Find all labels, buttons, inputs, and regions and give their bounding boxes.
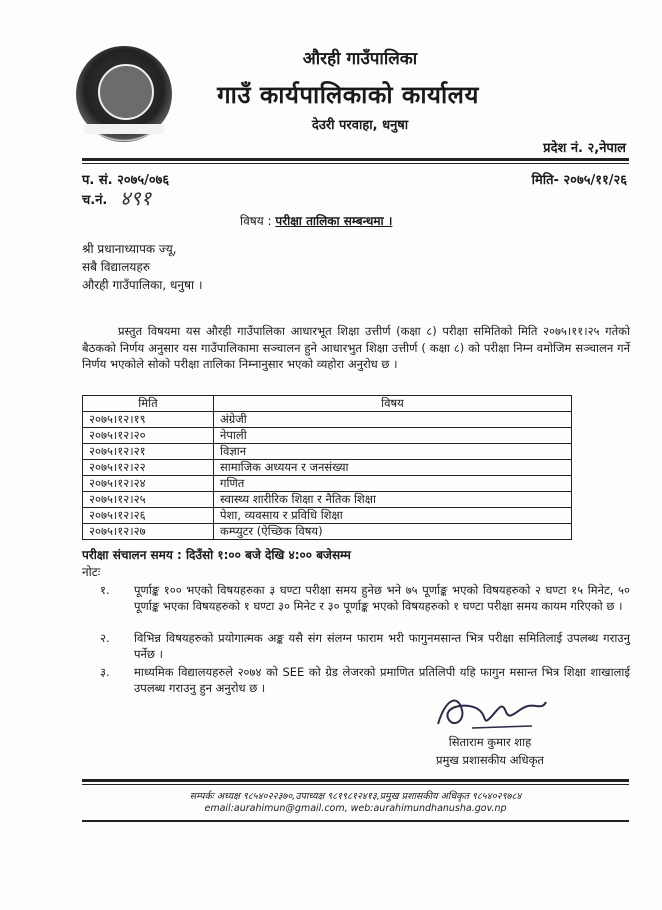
subject-label: विषय : xyxy=(240,214,272,228)
note-number: २. xyxy=(100,631,110,645)
row-subject: स्वास्थ्य शारीरिक शिक्षा र नैतिक शिक्षा xyxy=(214,492,572,508)
table-row xyxy=(83,476,572,492)
header-date: मिति xyxy=(83,396,214,412)
row-subject: नेपाली xyxy=(214,428,572,444)
table-row xyxy=(83,492,572,508)
table-row xyxy=(83,524,572,540)
header-rule-thin xyxy=(82,163,629,164)
office-address: देउरी परवाहा, धनुषा xyxy=(311,118,409,133)
note-text: पूर्णाङ्क १०० भएको विषयहरुका ३ घण्टा परीक्षा समय हुनेछ भने ७५ पूर्णाङ्क भएको विषयहरुको २ घण्टा १५ मिनेट, ५० पूर्णाङ्क भएका विषयहरुको १ घण्टा ३० मिनेट र ३० पूर्णाङ्क भएको विषयहरुको १ घण्टा परीक्षा समय कायम गरिएको छ । xyxy=(134,583,630,613)
row-date: २०७५।१२।१९ xyxy=(83,412,214,428)
row-subject: पेशा, व्यवसाय र प्रविधि शिक्षा xyxy=(214,508,572,524)
footer-rule-thin xyxy=(82,784,629,785)
table-row xyxy=(83,444,572,460)
row-date: २०७५।१२।२१ xyxy=(83,444,214,460)
row-subject: सामाजिक अध्ययन र जनसंख्या xyxy=(214,460,572,476)
emblem-inner xyxy=(98,64,154,120)
row-date: २०७५।१२।२५ xyxy=(83,492,214,508)
subject-line xyxy=(240,212,392,229)
row-date: २०७५।१२।२४ xyxy=(83,476,214,492)
row-subject: अंग्रेजी xyxy=(214,412,572,428)
row-date: २०७५।१२।२६ xyxy=(83,508,214,524)
municipality-emblem-logo xyxy=(76,46,172,142)
body-paragraph: प्रस्तुत विषयमा यस औरही गाउँपालिका आधारभूत शिक्षा उत्तीर्ण (कक्षा ८) परीक्षा समितिको मिति २०७५।११।२५ गतेको बैठकको निर्णय अनुसार यस गाउँपालिकामा सञ्चालन हुने आधारभुत शिक्षा उत्तीर्ण ( कक्षा ८) को परीक्षा निम्न वमोजिम सञ्चालन गर्ने निर्णय भएकोले सोको परीक्षा तालिका निम्नानुसार भएको व्यहोरा अनुरोध छ । xyxy=(82,324,630,371)
note-item xyxy=(82,630,630,662)
note-text: माध्यमिक विद्यालयहरुले २०७४ को SEE को ग्रेड लेजरको प्रमाणित प्रतिलिपी यहि फागुन मसान्त भित्र शिक्षा शाखालाई उपलब्ध गराउनु हुन अनुरोध छ । xyxy=(134,665,630,695)
exam-timing: परीक्षा संचालन समय : दिउँसो १:०० बजे देखि ४:०० बजेसम्म xyxy=(82,548,351,562)
org-name: औरही गाउँपालिका xyxy=(302,49,418,69)
dispatch-label: च.नं. xyxy=(82,193,108,208)
addressee-line: श्री प्रधानाध्यापक ज्यू, xyxy=(82,242,177,256)
emblem-ribbon xyxy=(84,124,164,134)
dispatch-number: ४९१ xyxy=(120,186,152,210)
addressee-line: सबै विद्यालयहरु xyxy=(82,260,150,274)
footer-rule-bottom xyxy=(82,820,629,822)
addressee-block xyxy=(82,240,203,294)
note-number: १. xyxy=(100,583,110,597)
reference-number: प. सं. २०७५/०७६ xyxy=(82,173,170,188)
exam-schedule-table xyxy=(82,395,572,540)
letter-date: मिति- २०७५/११/२६ xyxy=(531,173,627,188)
addressee-line: औरही गाउँपालिका, धनुषा । xyxy=(82,278,203,292)
note-text: विभिन्न विषयहरुको प्रयोगात्मक अङ्क यसै संग संलग्न फाराम भरी फागुनमसान्त भित्र परीक्षा समितिलाई उपलब्ध गराउनु पर्नेछ । xyxy=(134,631,630,661)
handwritten-signature-icon xyxy=(432,688,552,734)
header-rule-thick xyxy=(82,158,629,161)
row-date: २०७५।१२।२२ xyxy=(83,460,214,476)
signatory-name: सिताराम कुमार शाह xyxy=(448,735,532,749)
table-row xyxy=(83,460,572,476)
row-date: २०७५।१२।२० xyxy=(83,428,214,444)
table-row xyxy=(83,428,572,444)
row-subject: कम्प्युटर (ऐच्छिक विषय) xyxy=(214,524,572,540)
footer-contact: सम्पर्कः अध्यक्ष ९८५४०२२३७०,उपाध्यक्ष ९८१९८१२४१३,प्रमुख प्रशासकीय अधिकृत ९८५४०२९७८४ xyxy=(189,791,522,802)
subject-text: परीक्षा तालिका सम्बन्धमा । xyxy=(275,214,393,228)
row-date: २०७५।१२।२७ xyxy=(83,524,214,540)
table-row xyxy=(83,508,572,524)
table-row xyxy=(83,412,572,428)
signatory-designation: प्रमुख प्रशासकीय अधिकृत xyxy=(436,753,544,767)
province: प्रदेश नं. २,नेपाल xyxy=(543,141,626,156)
notes-label: नोटः xyxy=(82,565,101,579)
note-number: ३. xyxy=(100,665,110,679)
row-subject: विज्ञान xyxy=(214,444,572,460)
header-subject: विषय xyxy=(214,396,572,412)
row-subject: गणित xyxy=(214,476,572,492)
table-header-row xyxy=(83,396,572,412)
footer-email-web: email:aurahimun@gmail.com, web:aurahimundhanusha.gov.np xyxy=(204,803,507,814)
note-item xyxy=(82,582,630,630)
footer-rule-thick xyxy=(82,779,629,782)
office-name: गाउँ कार्यपालिकाको कार्यालय xyxy=(217,81,479,109)
